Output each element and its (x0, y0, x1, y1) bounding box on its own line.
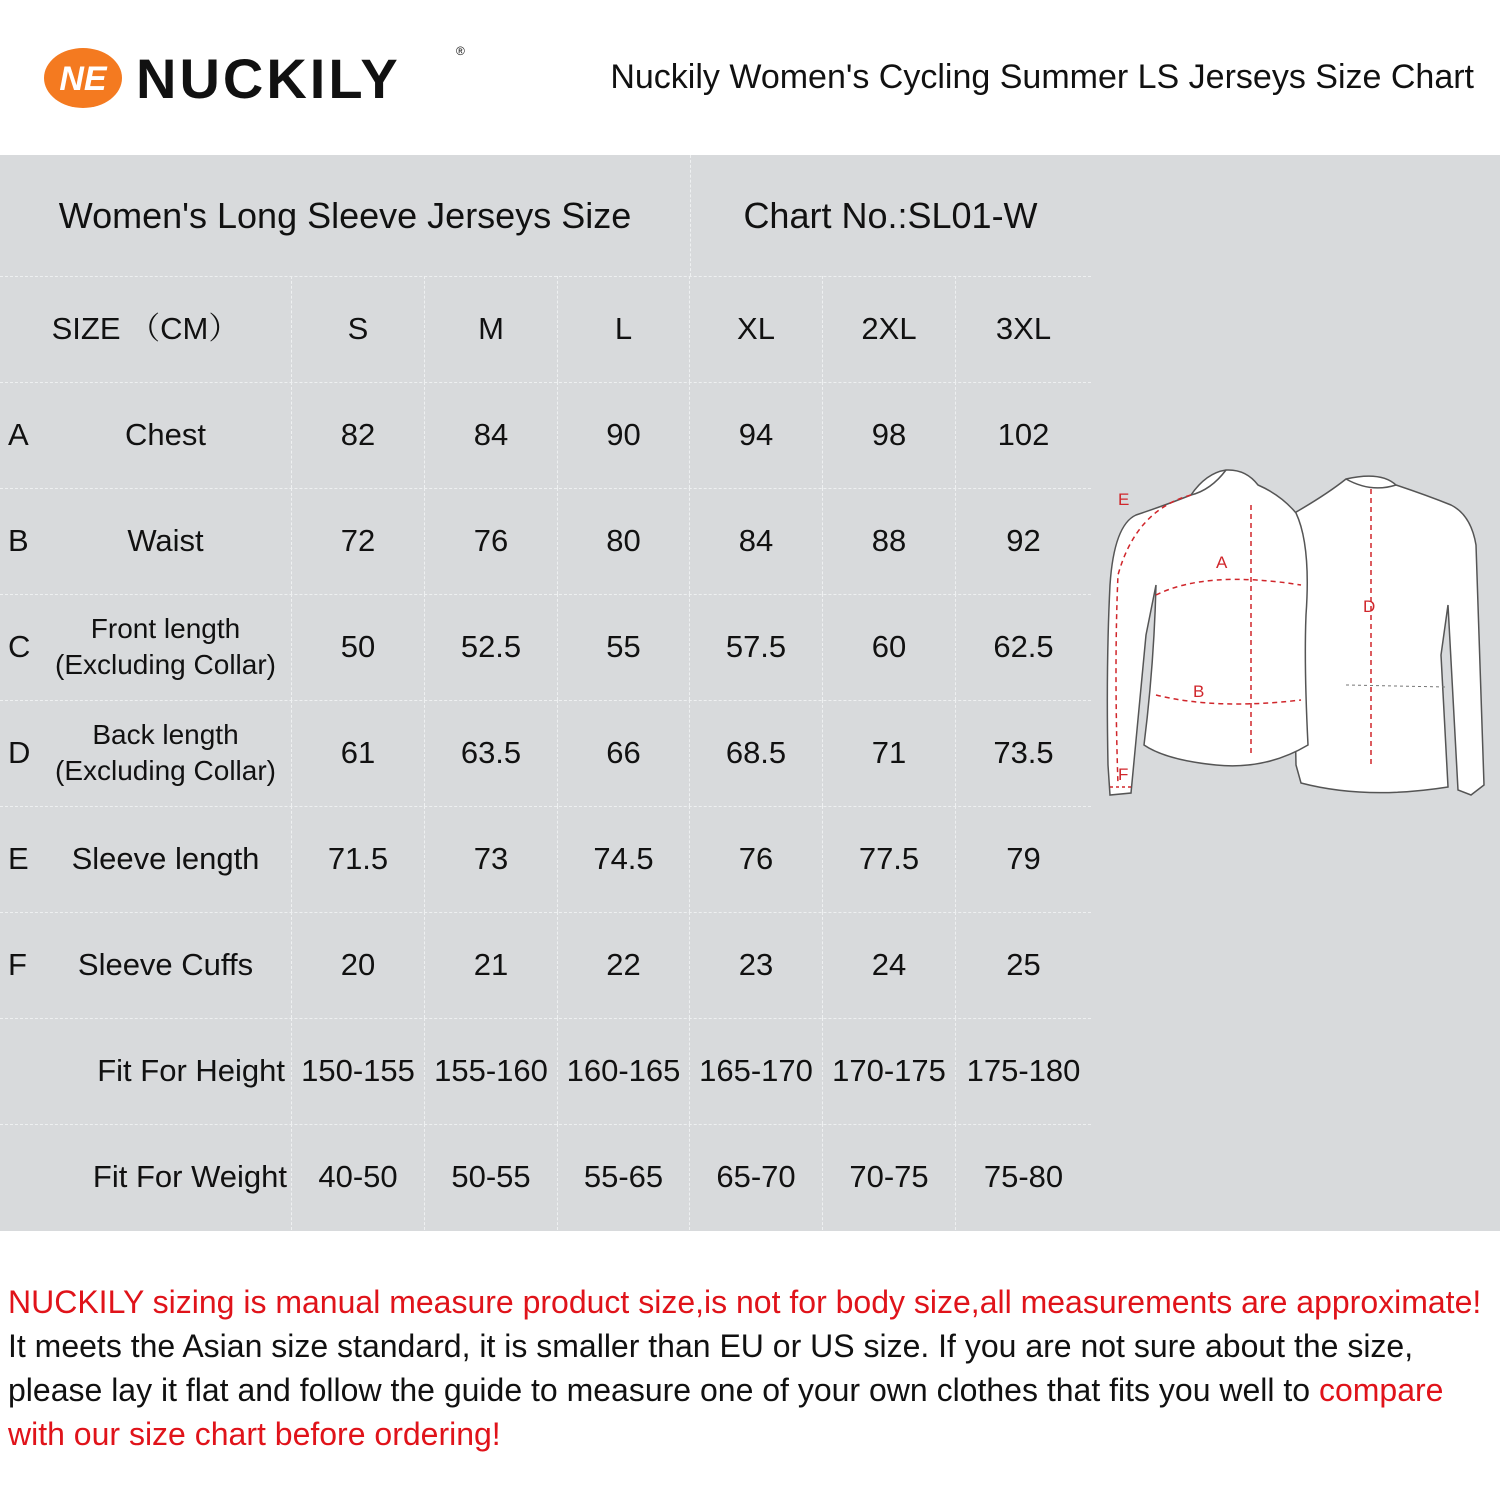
table-heading: Women's Long Sleeve Jerseys Size (0, 155, 691, 276)
jersey-diagram (1096, 465, 1496, 805)
cell-3xl: 73.5 (993, 735, 1054, 770)
brand-wordmark: NUCKILY (136, 47, 401, 110)
cell-m: 21 (425, 912, 558, 1018)
cell-xl: 65-70 (690, 1124, 823, 1230)
cell-l: 66 (558, 700, 690, 806)
cell-2xl: 70-75 (823, 1124, 956, 1230)
cell-3xl: 75-80 (983, 1159, 1064, 1194)
row-label (40, 594, 292, 700)
row-label-main: Front length (90, 613, 241, 644)
row-label (40, 700, 292, 806)
cell-3xl: 102 (997, 417, 1050, 452)
cell-l: 22 (558, 912, 690, 1018)
cell-3xl: 79 (1006, 841, 1041, 876)
row-label-main: Back length (92, 719, 239, 750)
size-l: L (558, 276, 690, 382)
label-e: E (1118, 490, 1130, 509)
cell-2xl: 98 (823, 382, 956, 488)
cell-2xl: 77.5 (823, 806, 956, 912)
cell-l: 55 (558, 594, 690, 700)
table-row (0, 382, 1091, 489)
label-f: F (1118, 765, 1129, 784)
note-warning: NUCKILY sizing is manual measure product size,is not for body size,all measurements are approximate! (8, 1284, 1482, 1320)
table-row (0, 912, 1091, 1019)
row-label: Sleeve Cuffs (40, 912, 292, 1018)
svg-text:NE: NE (59, 60, 107, 98)
size-header-label: SIZE （CM） (0, 276, 292, 382)
cell-s: 150-155 (292, 1018, 425, 1124)
row-label: Sleeve length (40, 806, 292, 912)
cell-s: 82 (292, 382, 425, 488)
size-s: S (292, 276, 425, 382)
table-row (0, 488, 1091, 595)
jersey-front-shape (1107, 470, 1308, 795)
row-label: Fit For Weight (40, 1124, 292, 1230)
cell-m: 73 (425, 806, 558, 912)
sizing-note (8, 1280, 1488, 1456)
cell-l: 90 (558, 382, 690, 488)
cell-m: 76 (425, 488, 558, 594)
brand-logo-icon (44, 44, 124, 114)
row-letter: A (8, 417, 29, 452)
row-label-sub: (Excluding Collar) (55, 755, 276, 786)
chart-number: Chart No.:SL01-W (743, 194, 1038, 236)
row-label: Chest (40, 382, 292, 488)
brand-logo (44, 44, 484, 114)
cell-xl: 76 (690, 806, 823, 912)
cell-xl: 23 (690, 912, 823, 1018)
cell-l: 74.5 (558, 806, 690, 912)
cell-xl: 84 (690, 488, 823, 594)
cell-xl: 57.5 (690, 594, 823, 700)
row-letter: C (8, 629, 31, 664)
size-header-row (0, 276, 1091, 383)
cell-xl: 165-170 (690, 1018, 823, 1124)
cell-m: 52.5 (425, 594, 558, 700)
cell-l: 55-65 (558, 1124, 690, 1230)
cell-2xl: 60 (823, 594, 956, 700)
size-3xl: 3XL (995, 311, 1052, 346)
note-body: It meets the Asian size standard, it is smaller than EU or US size. If you are not sure about the size, please lay it flat and follow the guide to measure one of your own clothes that fits you well to (8, 1328, 1414, 1408)
size-xl: XL (690, 276, 823, 382)
cell-2xl: 88 (823, 488, 956, 594)
cell-s: 40-50 (292, 1124, 425, 1230)
row-label: Fit For Height (40, 1018, 292, 1124)
cell-m: 155-160 (425, 1018, 558, 1124)
note-compare: compare with our size chart before ordering! (8, 1372, 1444, 1452)
cell-m: 84 (425, 382, 558, 488)
jersey-back-shape (1291, 476, 1484, 795)
row-label: Waist (40, 488, 292, 594)
registered-mark: ® (456, 44, 465, 58)
cell-2xl: 170-175 (823, 1018, 956, 1124)
page-title: Nuckily Women's Cycling Summer LS Jerseys Size Chart (610, 58, 1474, 96)
cell-3xl: 175-180 (966, 1053, 1081, 1088)
cell-l: 80 (558, 488, 690, 594)
label-d: D (1363, 597, 1376, 616)
cell-3xl: 62.5 (993, 629, 1054, 664)
table-row (0, 1124, 1091, 1230)
cell-s: 71.5 (292, 806, 425, 912)
cell-s: 50 (292, 594, 425, 700)
row-letter: F (8, 947, 27, 982)
cell-3xl: 92 (1006, 523, 1041, 558)
row-label-sub: (Excluding Collar) (55, 649, 276, 680)
label-b: B (1193, 682, 1205, 701)
label-a: A (1216, 553, 1228, 572)
size-2xl: 2XL (823, 276, 956, 382)
table-heading-row (0, 155, 1091, 277)
table-row (0, 700, 1091, 807)
table-row (0, 1018, 1091, 1125)
cell-s: 20 (292, 912, 425, 1018)
cell-3xl: 25 (1006, 947, 1041, 982)
cell-l: 160-165 (558, 1018, 690, 1124)
jersey-illustration (1096, 465, 1496, 805)
cell-m: 50-55 (425, 1124, 558, 1230)
row-letter: D (8, 735, 31, 770)
size-m: M (425, 276, 558, 382)
table-row (0, 806, 1091, 913)
row-letter: B (8, 523, 29, 558)
cell-xl: 68.5 (690, 700, 823, 806)
cell-s: 72 (292, 488, 425, 594)
row-letter: E (8, 841, 29, 876)
cell-2xl: 71 (823, 700, 956, 806)
cell-s: 61 (292, 700, 425, 806)
cell-xl: 94 (690, 382, 823, 488)
size-table (0, 155, 1091, 1231)
table-row (0, 594, 1091, 701)
header (0, 0, 1500, 155)
cell-m: 63.5 (425, 700, 558, 806)
cell-2xl: 24 (823, 912, 956, 1018)
